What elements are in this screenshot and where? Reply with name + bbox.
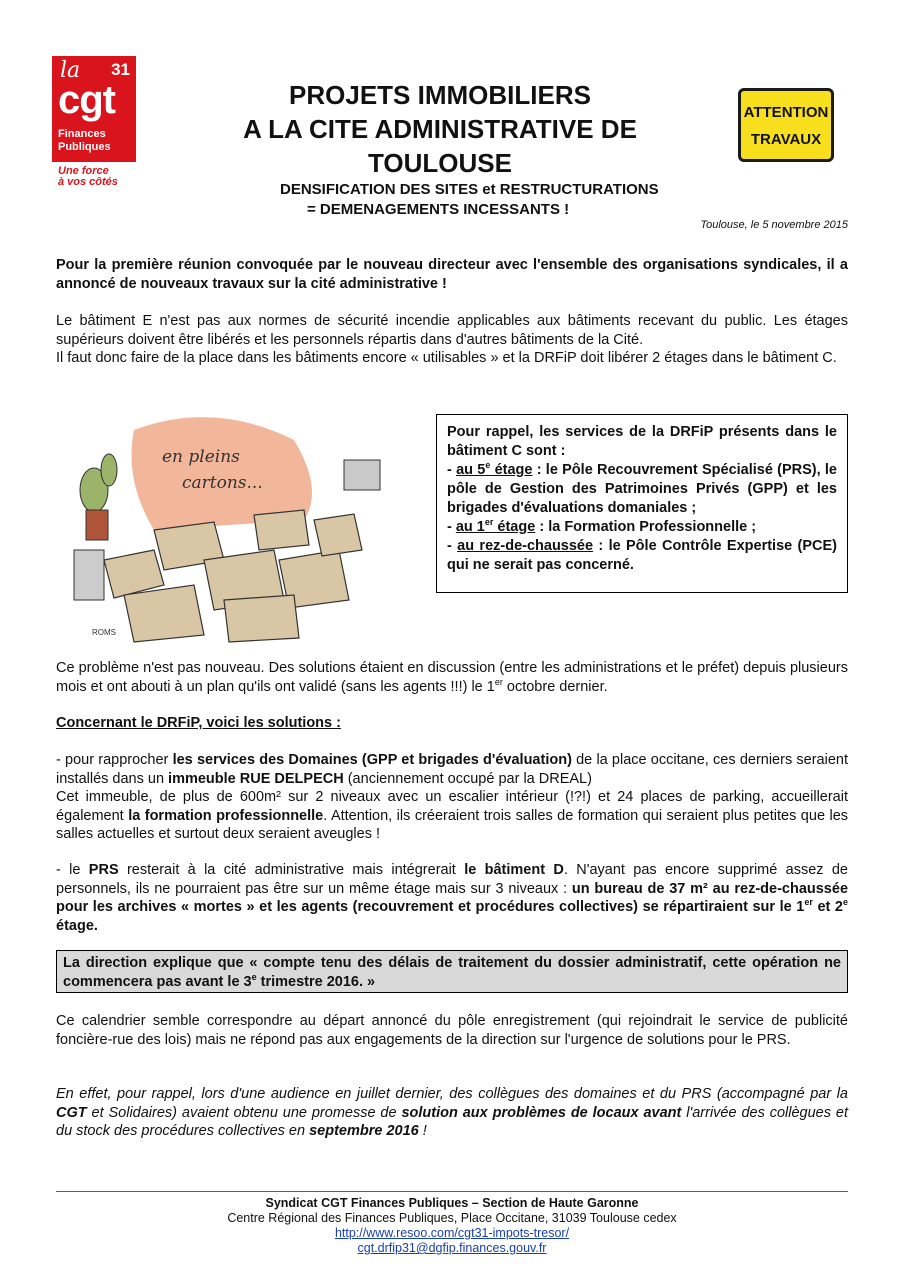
direction-end: trimestre 2016. » [256,973,376,990]
sol2-sup1: er [804,897,813,908]
attention-travaux-sign [738,88,834,162]
sol1-t3: (anciennement occupé par la DREAL) [343,770,592,787]
paragraph-batiment-e: Le bâtiment E n'est pas aux normes de sécurité incendie applicables aux bâtiments recevant du public. Les étages supérieurs doivent être libérés et les personnels répartis dans d'autres bâtiments de la Cité. [56,313,848,348]
para5-t4: ! [418,1123,427,1139]
paragraph-batiment-c: Il faut donc faire de la place dans les bâtiments encore « utilisables » et la DRFiP doit libérer 2 étages dans le bâtiment C. [56,350,837,366]
page-title [185,78,695,180]
title-line2: A LA CITE ADMINISTRATIVE DE [243,114,637,144]
rappel-floor-1-text: au 1 [455,519,485,535]
rappel-ground-floor: au rez-de-chaussée [457,538,594,554]
title-line3: TOULOUSE [368,148,512,178]
logo-slogan [58,166,118,188]
logo-line1: Finances [58,128,106,140]
rappel-services-box: Pour rappel, les services de la DRFiP présents dans le bâtiment C sont : - au 5e étage : le Pôle Recouvrement Spécialisé (PRS), le pôle de Gestion des Patrimoines Privés (GPP) et les brigades d'évaluations domaniales ; - au 1er étage : la Formation Professionnelle ; - au rez-de-chaussée : le Pôle Contrôle Expertise (PCE) qui ne serait pas concerné. [436,414,848,593]
sol2-t1: - le [56,862,89,878]
footer-email-link[interactable]: cgt.drfip31@dgfip.finances.gouv.fr [357,1241,547,1255]
sol1-b1: les services des Domaines (GPP et brigades d'évaluation) [172,752,572,768]
logo-la: la [60,58,81,83]
logo-name: cgt [58,78,115,122]
sign-line1: ATTENTION [743,104,829,121]
solution-immeuble-delpech [56,788,848,844]
section-heading-solutions: Concernant le DRFiP, voici les solutions : [56,715,341,731]
sol1-b2: immeuble RUE DELPECH [168,770,344,787]
document-date: Toulouse, le 5 novembre 2015 [700,219,848,231]
sol1-t1: - pour rapprocher [56,752,173,768]
rappel-intro: Pour rappel, les services de la DRFiP présents dans le bâtiment C sont : [447,424,837,459]
sol1-t2: de la place occitane, ces derniers seraient installés dans un [56,752,848,787]
logo-slogan2: à vos côtés [58,176,118,188]
sol1b-t1: Cet immeuble, de plus de 600m² sur 2 niveaux avec un escalier intérieur (!?!) et 24 places de parking, accueillerait également [56,789,848,824]
footer-website-link[interactable]: http://www.resoo.com/cgt31-impots-tresor/ [334,1226,570,1240]
para5-b2: solution aux problèmes de locaux avant [401,1104,682,1121]
illustration-caption-2: cartons... [182,473,263,493]
direction-text: La direction explique que « compte tenu des délais de traitement du dossier administratif, cette opération ne commencera pas avant le 3 [63,955,841,990]
para3-end: octobre dernier. [502,678,608,695]
sign-line2: TRAVAUX [750,131,822,148]
sol2-sup2: e [843,897,849,908]
solution-prs [56,861,848,935]
sol2-t3: . N'ayant pas encore supprimé assez de personnels, ils ne pourraient pas être sur un même étage mais sur 3 niveaux : [56,862,848,897]
logo-subtitle [58,128,111,154]
cgt-logo [52,56,136,188]
illustration-caption: en pleins [162,447,240,467]
logo-slogan1: Une force [58,165,109,177]
footer-address: Centre Régional des Finances Publiques, Place Occitane, 31039 Toulouse cedex [227,1211,677,1225]
rappel-floor-5-services: : le Pôle Recouvrement Spécialisé (PRS), le pôle de Gestion des Patrimoines Privés (GPP) et les brigades d'évaluations domaniales ; [447,462,837,516]
footer-organisation: Syndicat CGT Finances Publiques – Section de Haute Garonne [265,1196,639,1210]
sol2-b3: un bureau de 37 m² au rez-de-chaussée pour les archives « mortes » et les agents (recouvrement et procédures collectives) se répartiraient sur le 1 [56,880,849,915]
computer-monitor [344,460,380,490]
footer-divider [56,1191,848,1192]
chair [74,550,104,600]
sol2-b2: le bâtiment D [464,862,564,878]
para3-text: Ce problème n'est pas nouveau. Des solutions étaient en discussion (entre les administrations et le préfet) depuis plusieurs mois et ont abouti à un plan qu'ils ont validé (sans les agents !!!) le 1 [56,660,848,695]
sol1b-t2: . Attention, ils créeraient trois salles de formation qui seraient plus petites que les salles actuelles et surtout deux seraient aveugles ! [56,807,849,842]
para5-t1: En effet, pour rappel, lors d'une audience en juillet dernier, des collègues des domaines et du PRS (accompagné par la [56,1086,848,1102]
moving-boxes-illustration [64,410,404,650]
sol2-b1: PRS [88,862,119,878]
rappel-floor-1-services: : la Formation Professionnelle ; [535,519,757,535]
rappel-floor-5-text: au 5 [456,462,486,478]
illustration-signature: ROMS [92,628,116,637]
para3-sup: er [494,676,503,687]
para5-t2: et Solidaires) avaient obtenu une promesse de [86,1104,402,1121]
logo-line2: Publiques [58,141,111,153]
rappel-floor-1-sup: er [484,517,494,528]
rappel-ground-floor-services: : le Pôle Contrôle Expertise (PCE) qui ne serait pas concerné. [447,538,838,573]
rappel-floor-5-sup: e [485,460,491,471]
rappel-floor-5-end: étage [490,462,533,478]
paragraph-plan-valide [56,659,848,696]
logo-number: 31 [111,60,130,79]
para5-b3: septembre 2016 [309,1123,419,1139]
footer [56,1196,848,1256]
sol1b-b1: la formation professionnelle [128,807,324,824]
rappel-floor-5 [456,462,532,478]
subtitle-line2: = DEMENAGEMENTS INCESSANTS ! [307,201,570,218]
sol2-b5: étage. [56,917,98,934]
para5-b1: CGT [56,1104,87,1121]
rappel-floor-1 [456,519,535,535]
sol2-b4: et 2 [812,899,843,915]
intro-paragraph: Pour la première réunion convoquée par le nouveau directeur avec l'ensemble des organisations syndicales, il a annoncé de nouveaux travaux sur la cité administrative ! [56,257,848,292]
direction-highlight-box [56,950,848,993]
para5-t3: l'arrivée des collègues et du stock des procédures collectives en [56,1104,848,1139]
direction-sup: e [251,971,257,982]
rappel-floor-1-end: étage [493,519,536,535]
title-line1: PROJETS IMMOBILIERS [289,80,591,110]
paragraph-calendrier: Ce calendrier semble correspondre au départ annoncé du pôle enregistrement (qui rejoindrait le service de publicité foncière-rue des lois) mais ne répond pas aux engagements de la direction sur l'urgence de solutions pour le PRS. [56,1013,848,1048]
solution-domaines [56,751,848,788]
subtitle-line1: DENSIFICATION DES SITES et RESTRUCTURATIONS [280,181,659,198]
paragraph-audience [56,1085,848,1141]
sol2-t2: resterait à la cité administrative mais intégrerait [118,862,465,878]
plant-pot [86,510,108,540]
